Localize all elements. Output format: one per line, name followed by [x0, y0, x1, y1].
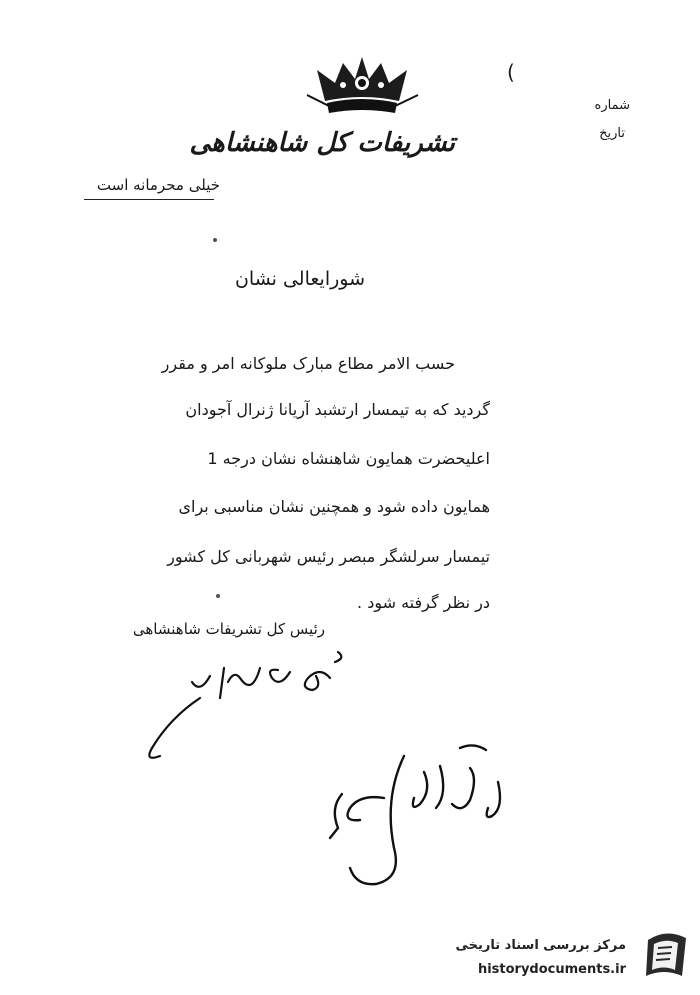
body-line: اعلیحضرت همایون شاهنشاه نشان درجه 1 — [207, 449, 490, 468]
signer-title: رئیس کل تشریفات شاهنشاهی — [132, 620, 325, 638]
body-line: در نظر گرفته شود . — [357, 593, 490, 612]
crown-emblem-icon — [305, 55, 420, 125]
body-line: گردید که به تیمسار ارتشبد آریانا ژنرال آجودان — [185, 400, 490, 419]
margin-dot — [216, 594, 220, 598]
watermark-title: مرکز بررسی اسناد تاریخی — [455, 938, 626, 953]
margin-mark: ( — [507, 60, 515, 84]
classification-underline — [84, 199, 214, 200]
margin-dot — [213, 238, 217, 242]
watermark-url: historydocuments.ir — [477, 962, 626, 977]
archive-logo-icon — [638, 930, 694, 984]
classification-note: خیلی محرمانه است — [96, 176, 220, 194]
office-name: تشریفات کل شاهنشاهی — [189, 128, 455, 158]
body-line: حسب الامر مطاع مبارک ملوکانه امر و مقرر — [161, 354, 455, 373]
number-label: شماره — [594, 98, 630, 113]
handwritten-signature-icon — [320, 738, 510, 888]
date-label: تاریخ — [599, 126, 625, 141]
handwritten-signature-icon — [140, 648, 350, 768]
body-line: همایون داده شود و همچنین نشان مناسبی برای — [178, 497, 490, 516]
document-title: شورایعالی نشان — [234, 268, 366, 290]
body-line: تیمسار سرلشگر مبصر رئیس شهربانی کل کشور — [167, 547, 490, 566]
